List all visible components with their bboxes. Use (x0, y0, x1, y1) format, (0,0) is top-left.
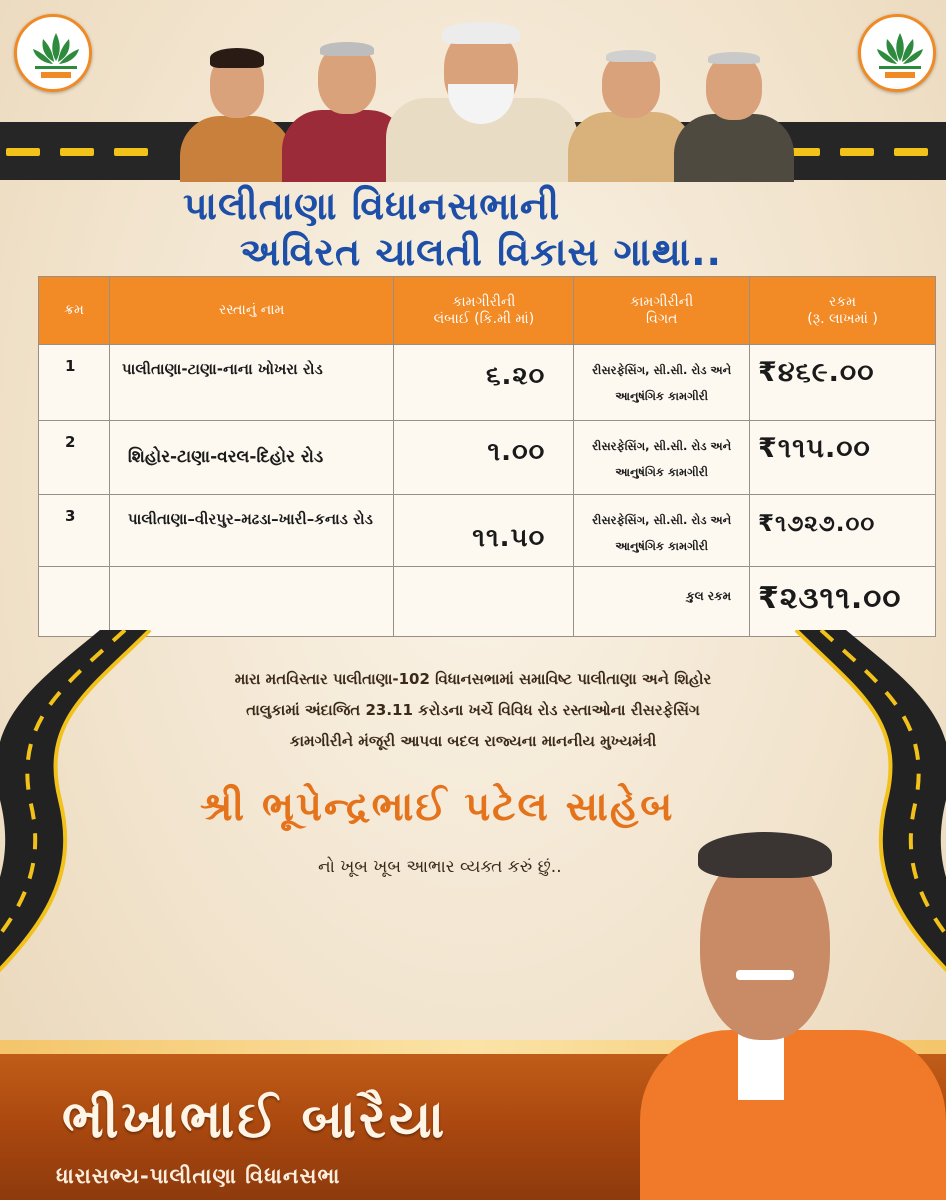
header-amount-line-1: રકમ (829, 293, 857, 310)
table-total-row (39, 567, 936, 637)
header-detail (574, 277, 750, 345)
leaders-photo-group (176, 6, 796, 182)
row-detail-line-1: રીસરફેસિંગ, સી.સી. રોડ અને (592, 363, 732, 377)
row-amount: ₹૪૬૯.૦૦ (750, 345, 936, 421)
total-label: કુલ રકમ (574, 567, 750, 637)
header-length-line-2: લંબાઈ (કિ.મી માં) (433, 310, 535, 327)
roads-table (38, 276, 936, 637)
table-row (39, 421, 936, 495)
row-amount: ₹૧૧૫.૦૦ (750, 421, 936, 495)
header-detail-line-1: કામગીરીની (630, 293, 694, 310)
table-header-row (39, 277, 936, 345)
chief-minister-name: શ્રી ભૂપેન્દ્રભાઈ પટેલ સાહેબ (200, 784, 675, 830)
mla-name: ભીખાભાઈ બારૈયા (62, 1090, 448, 1150)
row-road-name: પાલીતાણા–વીરપુર–મઢડા–ખારી–કનાડ રોડ (109, 495, 394, 567)
row-detail (574, 345, 750, 421)
headline-line-1: પાલીતાણા વિધાનસભાની (183, 184, 561, 228)
headline-line-2: અવિરત ચાલતી વિકાસ ગાથા.. (240, 230, 722, 274)
row-detail-line-2: આનુષંગિક કામગીરી (615, 465, 709, 479)
row-amount: ₹૧૭૨૭.૦૦ (750, 495, 936, 567)
table-row (39, 495, 936, 567)
lotus-logo-icon (14, 14, 92, 92)
row-detail (574, 495, 750, 567)
row-detail-line-1: રીસરફેસિંગ, સી.સી. રોડ અને (592, 439, 732, 453)
leader-portrait (672, 32, 796, 182)
header-length (394, 277, 574, 345)
row-no: 3 (39, 495, 110, 567)
row-length: ૧૧.૫૦ (394, 495, 574, 567)
total-amount: ₹૨૩૧૧.૦૦ (750, 567, 936, 637)
mla-title: ધારાસભ્ય-પાલીતાણા વિધાનસભા (56, 1164, 341, 1188)
header-name: રસ્તાનું નામ (109, 277, 394, 345)
header-length-line-1: કામગીરીની (452, 293, 516, 310)
thanks-text: નો ખૂબ ખૂબ આભાર વ્યક્ત કરું છું.. (318, 857, 562, 877)
row-road-name: પાલીતાણા-ટાણા-નાના ખોખરા રોડ (109, 345, 394, 421)
leader-portrait (176, 32, 296, 182)
row-no: 2 (39, 421, 110, 495)
mla-portrait (640, 820, 946, 1200)
row-detail (574, 421, 750, 495)
header-no: ક્રમ (39, 277, 110, 345)
row-no: 1 (39, 345, 110, 421)
row-detail-line-2: આનુષંગિક કામગીરી (615, 389, 709, 403)
row-length: ૬.૨૦ (394, 345, 574, 421)
row-detail-line-2: આનુષંગિક કામગીરી (615, 539, 709, 553)
message-line-3: કામગીરીને મંજૂરી આપવા બદલ રાજ્યના માનનીય મુખ્યમંત્રી (289, 732, 657, 750)
lotus-logo-icon (858, 14, 936, 92)
row-detail-line-1: રીસરફેસિંગ, સી.સી. રોડ અને (592, 513, 732, 527)
message-block (0, 664, 946, 757)
row-length: ૧.૦૦ (394, 421, 574, 495)
message-line-1: મારા મતવિસ્તાર પાલીતાણા-102 વિધાનસભામાં સમાવિષ્ટ પાલીતાણા અને શિહોર (234, 670, 712, 688)
header-amount-line-2: (રૂ. લાખમાં ) (807, 310, 878, 327)
message-line-2: તાલુકામાં અંદાજિત 23.11 કરોડના ખર્ચે વિવિધ રોડ રસ્તાઓના રીસરફેસિંગ (246, 701, 700, 719)
row-road-name: શિહોર-ટાણા-વરલ-દિહોર રોડ (109, 421, 394, 495)
header-amount (750, 277, 936, 345)
table-row (39, 345, 936, 421)
header-detail-line-2: વિગત (645, 310, 678, 327)
leader-portrait (382, 6, 582, 182)
